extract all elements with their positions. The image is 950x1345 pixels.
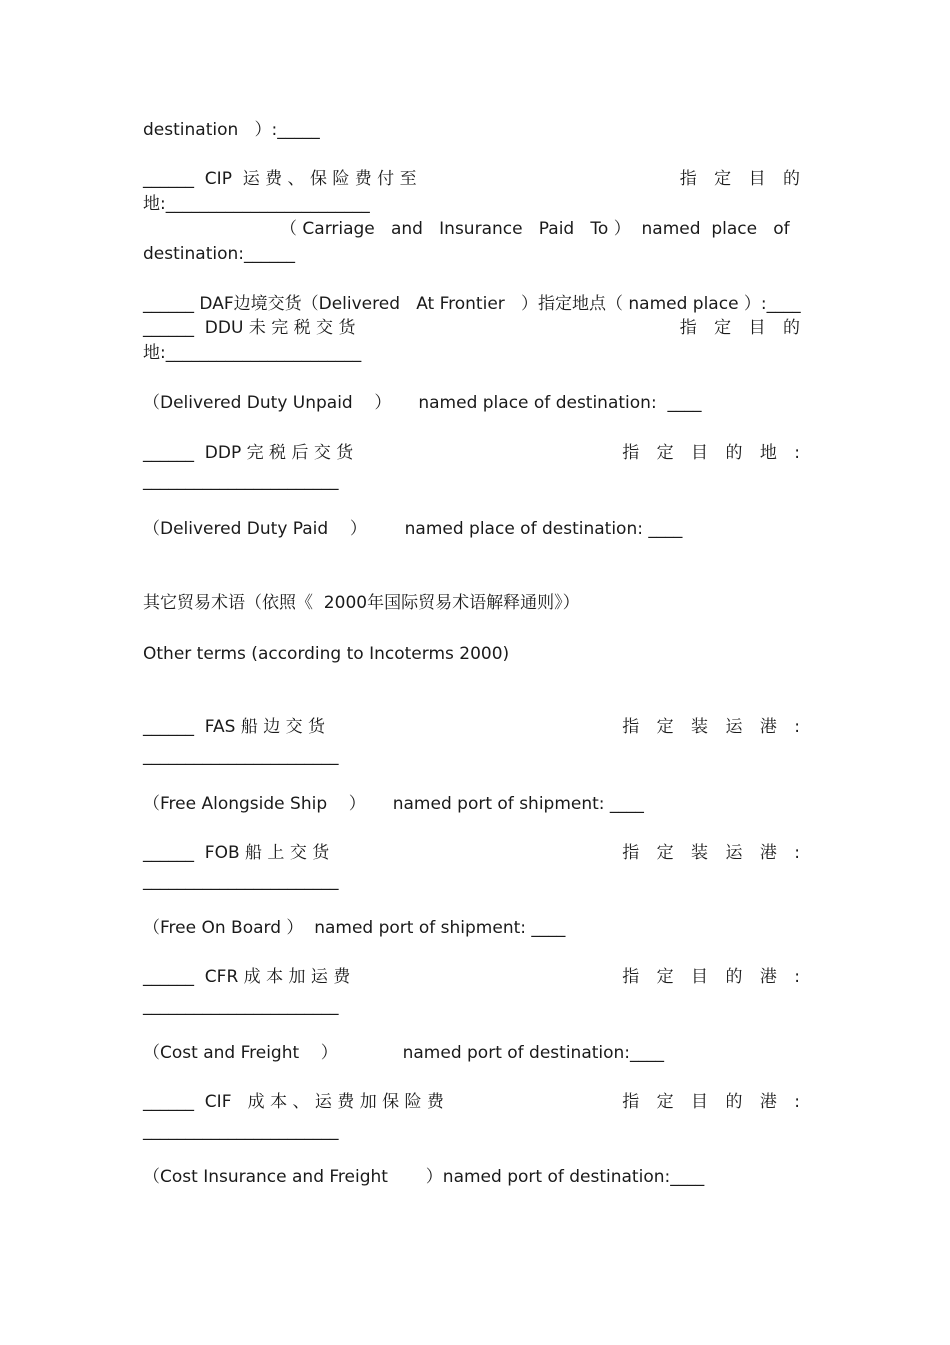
cip-term-cn: ______ CIP 运 费 、 保 险 费 付 至 (143, 169, 417, 189)
ddp-destination-blank: _______________________ (143, 471, 339, 491)
cfr-port-blank: _______________________ (143, 996, 339, 1016)
fob-port-blank: _______________________ (143, 871, 339, 891)
cif-term-en: （Cost Insurance and Freight ）named port of destination:____ (143, 1167, 705, 1187)
other-terms-heading-en: Other terms (according to Incoterms 2000) (143, 644, 510, 664)
ddu-term-cn: ______ DDU 未 完 税 交 货 (143, 318, 356, 338)
cip-term-en: （ Carriage and Insurance Paid To ） named place of (280, 219, 790, 239)
fas-named-port-cn: 指 定 装 运 港 : (622, 717, 806, 737)
ddp-named-destination-cn: 指 定 目 的 地 : (622, 443, 806, 463)
fas-port-blank: _______________________ (143, 746, 339, 766)
cip-destination-en: destination:______ (143, 244, 295, 264)
ddu-named-destination-cn: 指 定 目 的 (679, 318, 806, 338)
cif-named-port-cn: 指 定 目 的 港 : (622, 1092, 806, 1112)
cip-destination-blank: 地:________________________ (143, 194, 370, 214)
cif-term-cn: ______ CIF 成 本 、 运 费 加 保 险 费 (143, 1092, 444, 1112)
cip-named-destination-cn: 指 定 目 的 (679, 169, 806, 189)
cfr-term-cn: ______ CFR 成 本 加 运 费 (143, 967, 351, 987)
destination-line: destination ）:_____ (143, 120, 320, 140)
daf-term: ______ DAF边境交货（Delivered At Frontier ）指定地点（ named place ）:____ (143, 294, 801, 314)
ddp-term-cn: ______ DDP 完 税 后 交 货 (143, 443, 354, 463)
fas-term-en: （Free Alongside Ship ） named port of shipment: ____ (143, 794, 644, 814)
cif-port-blank: _______________________ (143, 1121, 339, 1141)
fob-term-cn: ______ FOB 船 上 交 货 (143, 843, 330, 863)
fob-term-en: （Free On Board ） named port of shipment: ____ (143, 918, 566, 938)
ddu-term-en: （Delivered Duty Unpaid ） named place of destination: ____ (143, 393, 702, 413)
fas-term-cn: ______ FAS 船 边 交 货 (143, 717, 326, 737)
cfr-term-en: （Cost and Freight ） named port of destination:____ (143, 1043, 665, 1063)
cfr-named-port-cn: 指 定 目 的 港 : (622, 967, 806, 987)
ddp-term-en: （Delivered Duty Paid ） named place of destination: ____ (143, 519, 683, 539)
other-terms-heading-cn: 其它贸易术语（依照《 2000年国际贸易术语解释通则》） (143, 593, 580, 613)
ddu-destination-blank: 地:_______________________ (143, 343, 362, 363)
fob-named-port-cn: 指 定 装 运 港 : (622, 843, 806, 863)
